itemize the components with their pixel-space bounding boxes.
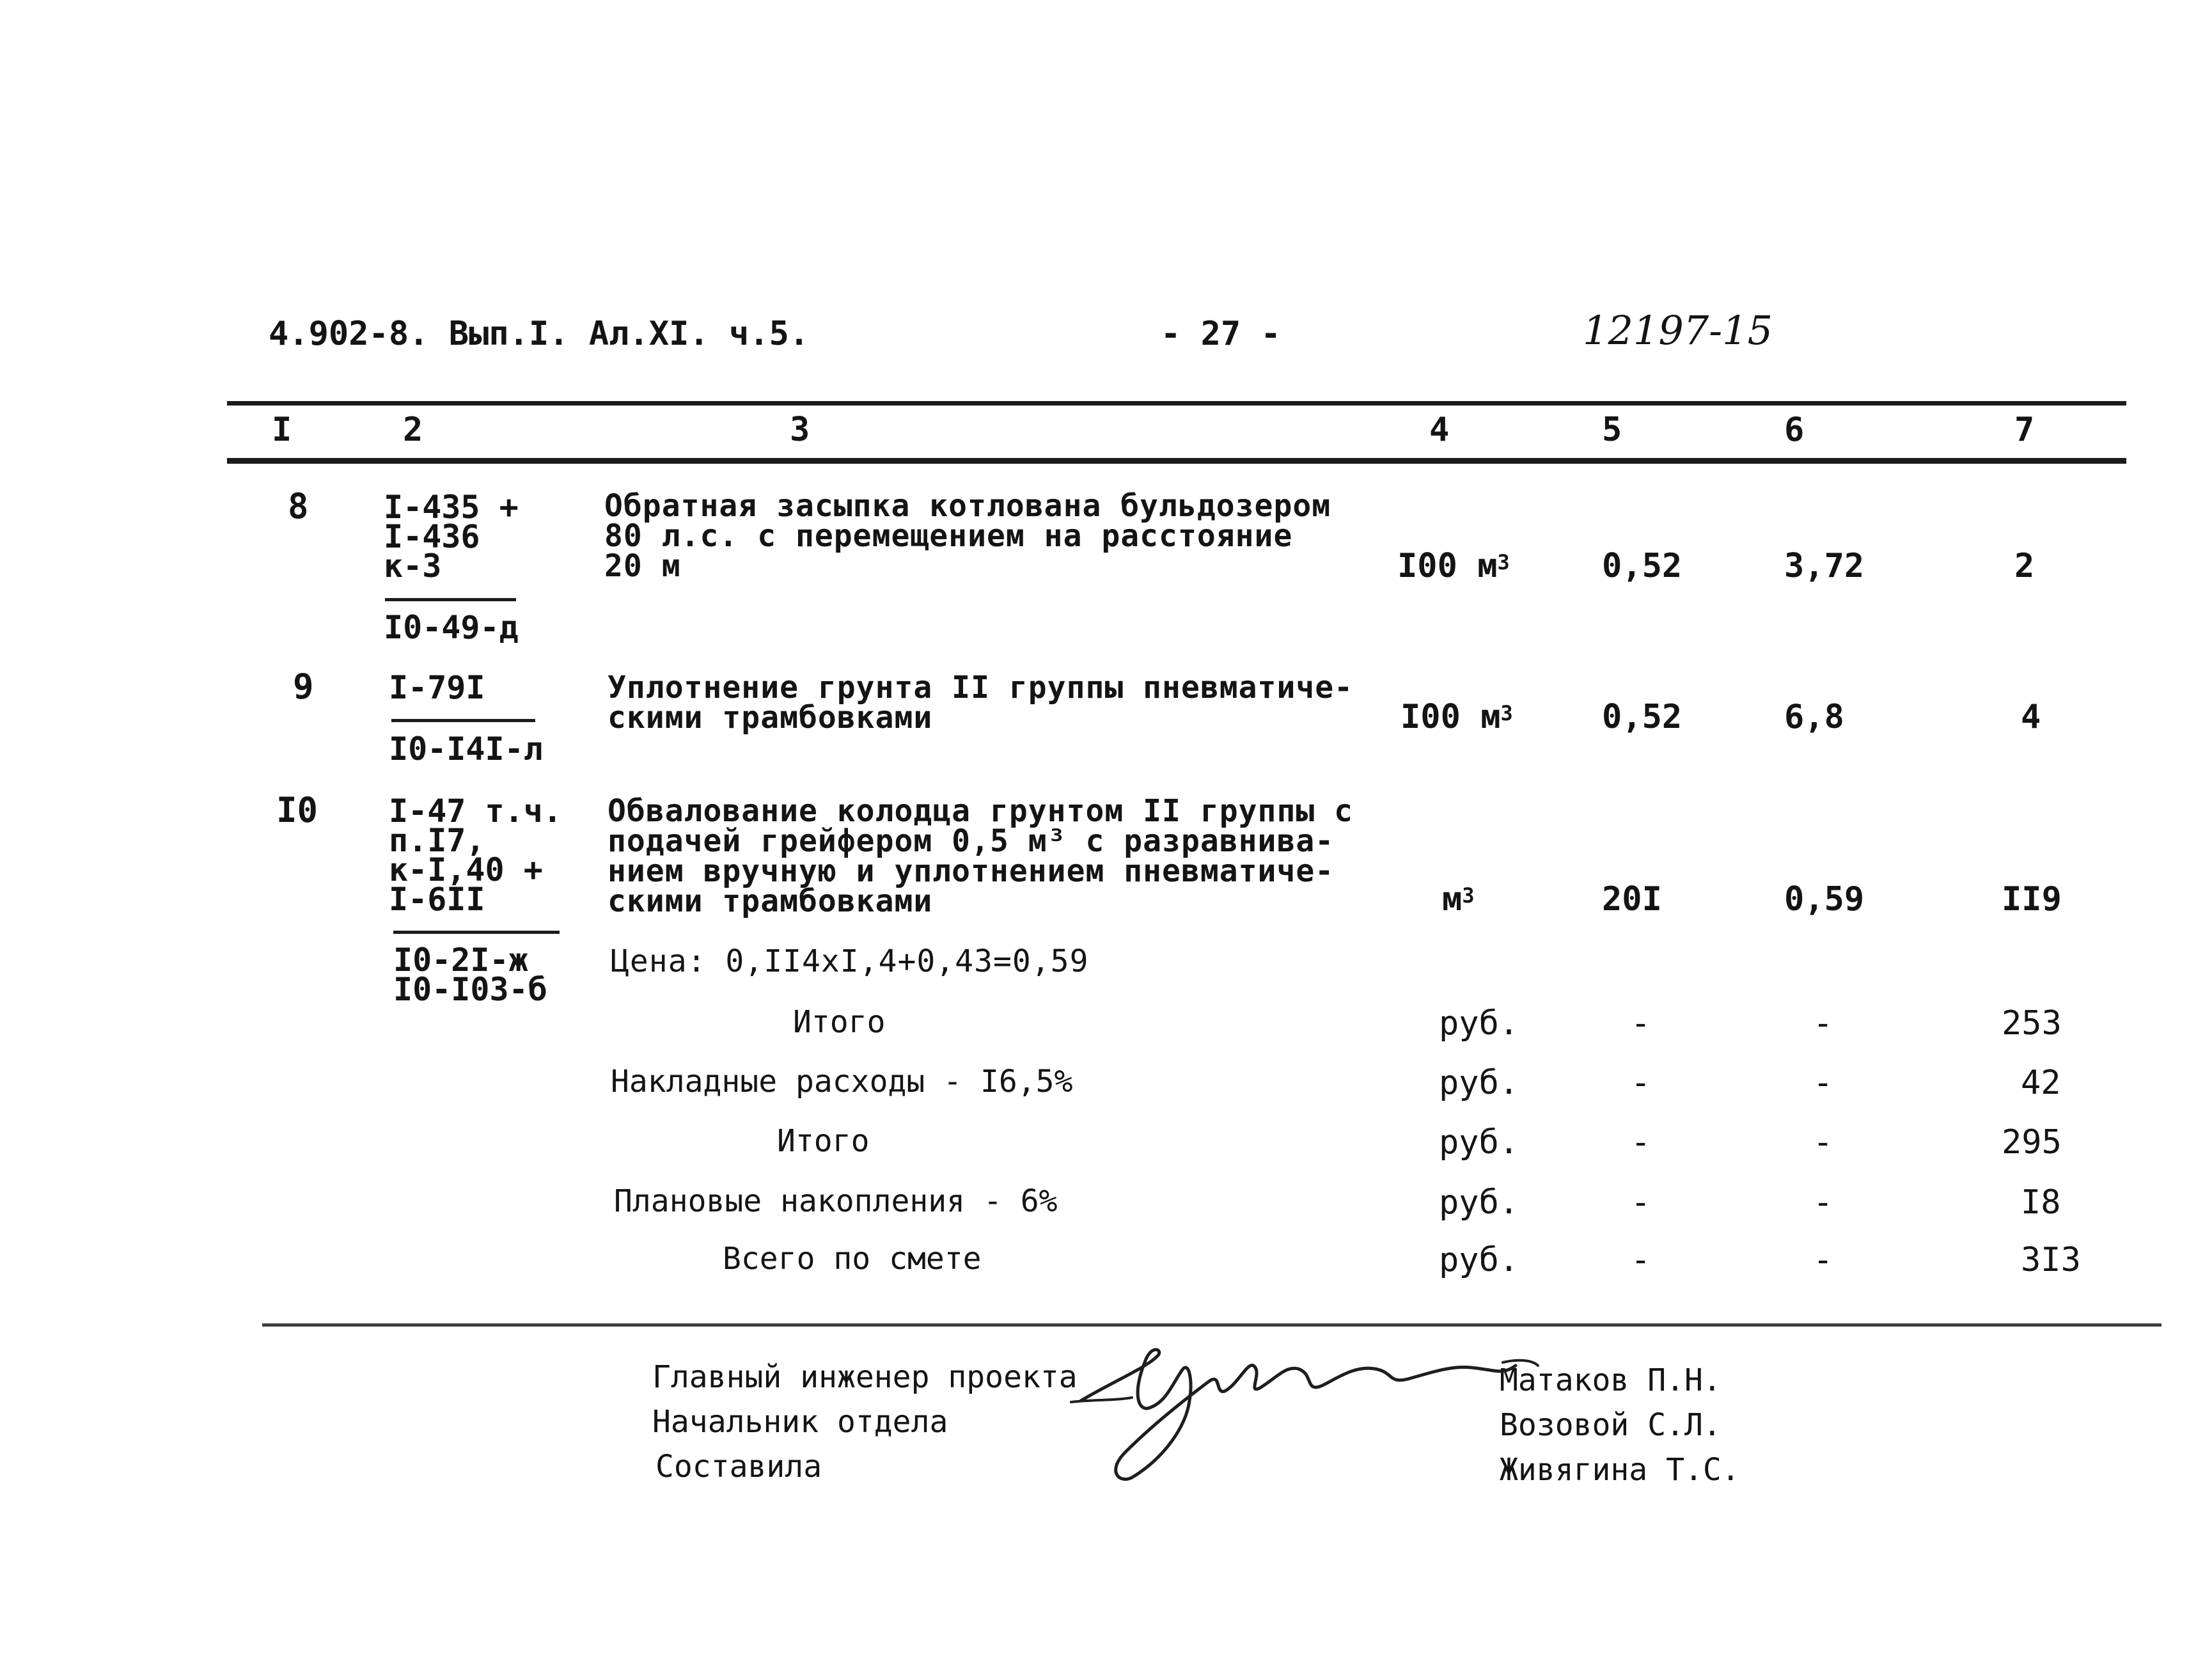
rate-code: I-435 + I-436 к-3 — [384, 489, 519, 585]
table-header-rule — [227, 458, 2126, 464]
rate-code-ref: I0-2I-ж I0-I03-б — [393, 942, 547, 1008]
summary-total: I8 — [2021, 1183, 2061, 1222]
quantity-cell: 0,52 — [1602, 698, 1683, 736]
total-cell: 4 — [2021, 698, 2041, 736]
document-reference: 4.902-8. Вып.I. Ал.XI. ч.5. — [269, 315, 810, 353]
summary-qty: - — [1631, 1123, 1651, 1162]
signature-role: Начальник отдела — [652, 1404, 948, 1440]
summary-label: Всего по смете — [723, 1241, 982, 1277]
signature-name: Возовой С.Л. — [1500, 1407, 1722, 1443]
total-cell: 2 — [2014, 547, 2035, 585]
unit-cell: $м^3$ — [1442, 880, 1475, 919]
summary-price: - — [1813, 1241, 1833, 1279]
rate-code: I-47 т.ч. п.I7, к-I,40 + I-6II — [389, 793, 562, 918]
signature-role: Главный инженер проекта — [652, 1359, 1078, 1395]
price-calculation: Цена: 0,II4хI,4+0,43=0,59 — [611, 943, 1089, 979]
summary-unit: руб. — [1439, 1004, 1519, 1043]
summary-unit: руб. — [1439, 1183, 1519, 1222]
unit-cell: I00 $м^3$ — [1400, 698, 1513, 736]
column-number-7: 7 — [2014, 411, 2035, 449]
column-number-2: 2 — [403, 411, 423, 449]
quantity-cell: 0,52 — [1602, 547, 1683, 585]
summary-price: - — [1813, 1183, 1833, 1222]
summary-label: Итого — [793, 1004, 886, 1040]
summary-total: 42 — [2021, 1064, 2061, 1102]
row-number: I0 — [276, 790, 318, 830]
summary-price: - — [1813, 1064, 1833, 1102]
summary-qty: - — [1631, 1004, 1651, 1043]
price-cell: 6,8 — [1784, 698, 1844, 736]
summary-total: 253 — [2002, 1004, 2062, 1043]
row-number: 8 — [288, 486, 309, 526]
row-number: 9 — [293, 666, 314, 707]
unit-cell: I00 $м^3$ — [1397, 547, 1510, 585]
quantity-cell: 20I — [1602, 880, 1662, 919]
price-cell: 0,59 — [1784, 880, 1865, 919]
column-number-3: 3 — [790, 411, 810, 449]
summary-qty: - — [1631, 1183, 1651, 1222]
work-description: Уплотнение грунта II группы пневматиче- скими трамбовками — [608, 670, 1354, 736]
total-cell: II9 — [2002, 880, 2062, 919]
summary-total: 295 — [2002, 1123, 2062, 1162]
column-number-6: 6 — [1784, 411, 1805, 449]
summary-label: Итого — [777, 1123, 870, 1159]
summary-label: Накладные расходы - I6,5% — [611, 1064, 1073, 1100]
summary-unit: руб. — [1439, 1241, 1519, 1279]
signature-role: Составила — [655, 1449, 822, 1485]
work-description: Обвалование колодца грунтом II группы с подачей грейфером 0,5 м³ с разравнива- нием вручную и уплотнением пневматиче- скими трамбовками — [608, 793, 1354, 919]
signature-name: Матаков П.Н. — [1500, 1362, 1722, 1398]
summary-price: - — [1813, 1004, 1833, 1043]
summary-label: Плановые накопления - 6% — [614, 1183, 1058, 1219]
signature-name: Живягина Т.С. — [1500, 1452, 1740, 1488]
summary-unit: руб. — [1439, 1123, 1519, 1162]
column-number-5: 5 — [1602, 411, 1622, 449]
work-description: Обратная засыпка котлована бульдозером 80 л.с. с перемещением на расстояние 20 м — [604, 488, 1331, 584]
document-number: 12197-15 — [1583, 307, 1773, 354]
column-number-1: I — [272, 411, 292, 449]
summary-price: - — [1813, 1123, 1833, 1162]
page-number: - 27 - — [1161, 315, 1281, 353]
column-number-4: 4 — [1429, 411, 1450, 449]
rate-code: I-79I — [389, 669, 485, 706]
price-cell: 3,72 — [1784, 547, 1865, 585]
summary-qty: - — [1631, 1241, 1651, 1279]
summary-unit: руб. — [1439, 1064, 1519, 1102]
code-divider — [391, 719, 535, 722]
handwritten-signature — [1055, 1305, 1541, 1490]
summary-total: 3I3 — [2021, 1241, 2081, 1279]
code-divider — [385, 598, 516, 601]
rate-code-ref: I0-I4I-л — [389, 730, 543, 768]
summary-qty: - — [1631, 1064, 1651, 1102]
code-divider — [393, 931, 560, 934]
rate-code-ref: I0-49-д — [384, 609, 519, 646]
table-top-rule — [227, 401, 2126, 406]
